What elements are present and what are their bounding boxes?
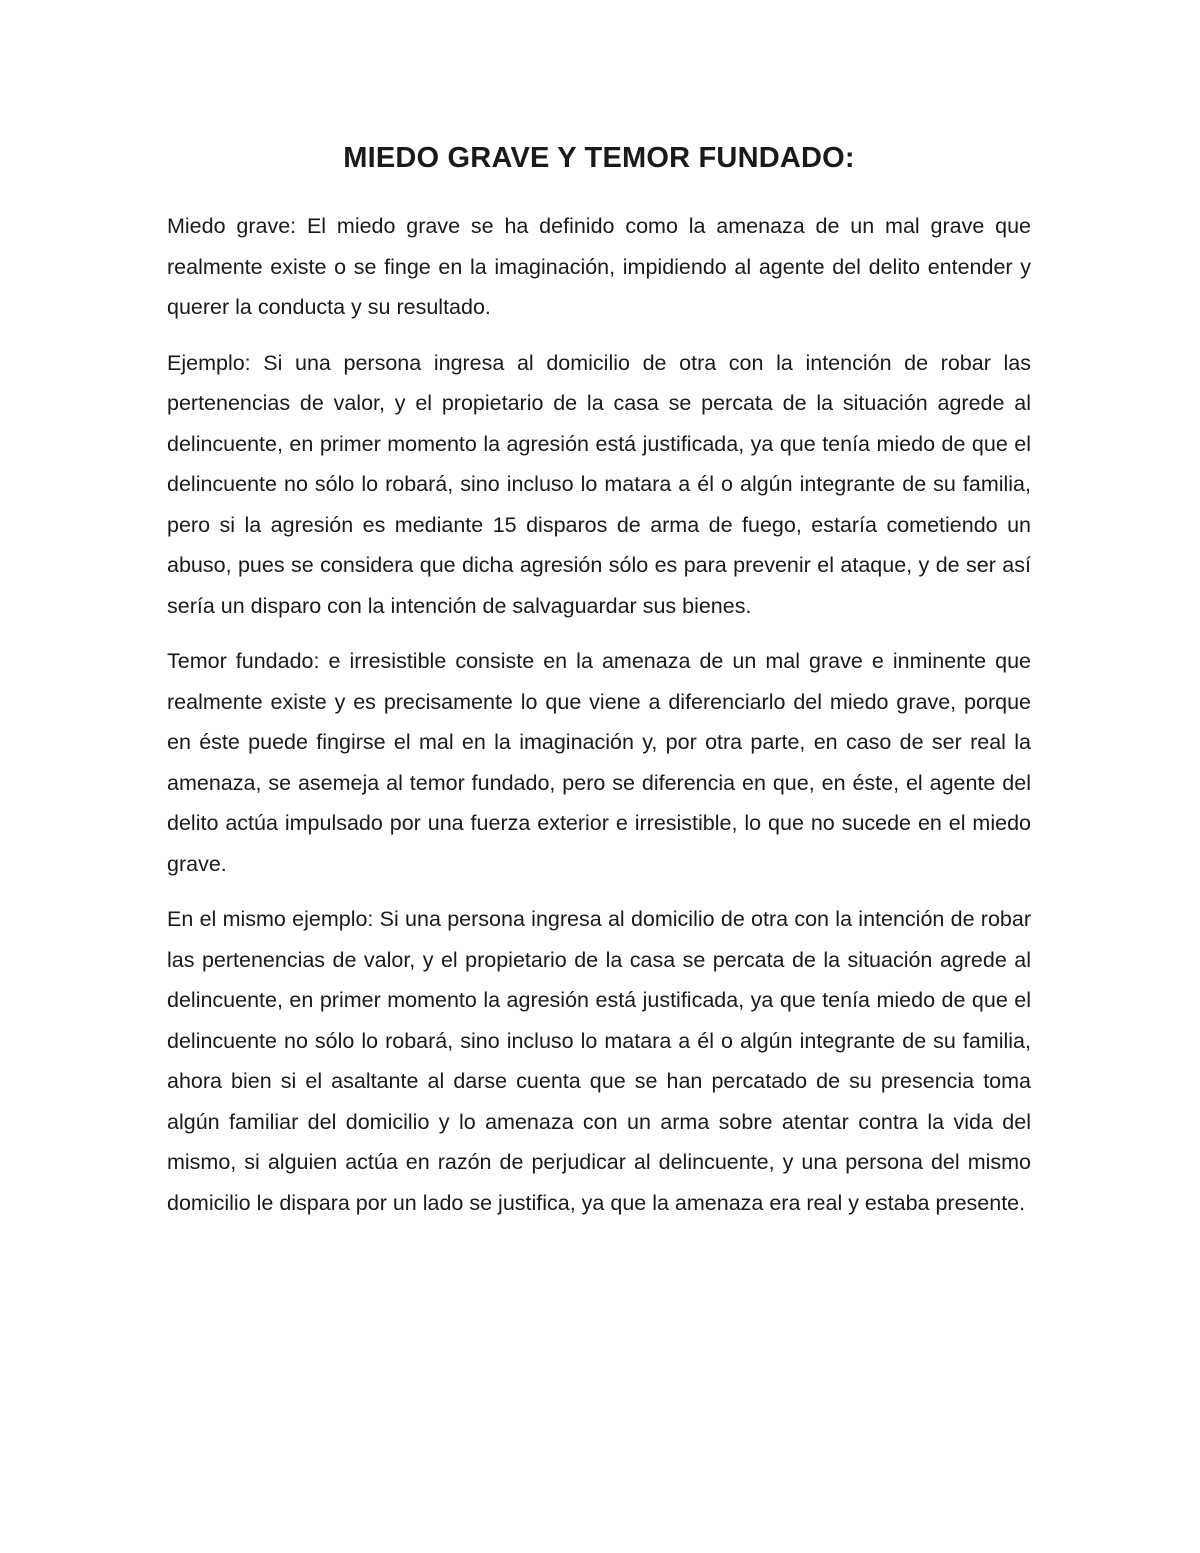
document-title: MIEDO GRAVE Y TEMOR FUNDADO:	[343, 142, 855, 174]
paragraph-ejemplo: Ejemplo: Si una persona ingresa al domicilio de otra con la intención de robar las pertenencias de valor, y el propietario de la casa se percata de la situación agrede al delincuente, en primer momento la agresión está justificada, ya que tenía miedo de que el delincuente no sólo lo robará, sino incluso lo matara a él o algún integrante de su familia, pero si la agresión es mediante 15 disparos de arma de fuego, estaría cometiendo un abuso, pues se considera que dicha agresión sólo es para prevenir el ataque, y de ser así sería un disparo con la intención de salvaguardar sus bienes.	[167, 350, 1031, 618]
paragraph-temor-fundado: Temor fundado: e irresistible consiste en la amenaza de un mal grave e inminente que realmente existe y es precisamente lo que viene a diferenciarlo del miedo grave, porque en éste puede fingirse el mal en la imaginación y, por otra parte, en caso de ser real la amenaza, se asemeja al temor fundado, pero se diferencia en que, en éste, el agente del delito actúa impulsado por una fuerza exterior e irresistible, lo que no sucede en el miedo grave.	[167, 649, 1031, 876]
document-body	[167, 138, 1031, 1238]
paragraph-miedo-grave: Miedo grave: El miedo grave se ha definido como la amenaza de un mal grave que realmente existe o se finge en la imaginación, impidiendo al agente del delito entender y querer la conducta y su resultado.	[167, 214, 1031, 319]
paragraph-mismo-ejemplo: En el mismo ejemplo: Si una persona ingresa al domicilio de otra con la intención de robar las pertenencias de valor, y el propietario de la casa se percata de la situación agrede al delincuente, en primer momento la agresión está justificada, ya que tenía miedo de que el delincuente no sólo lo robará, sino incluso lo matara a él o algún integrante de su familia, ahora bien si el asaltante al darse cuenta que se han percatado de su presencia toma algún familiar del domicilio y lo amenaza con un arma sobre atentar contra la vida del mismo, si alguien actúa en razón de perjudicar al delincuente, y una persona del mismo domicilio le dispara por un lado se justifica, ya que la amenaza era real y estaba presente.	[167, 907, 1031, 1215]
